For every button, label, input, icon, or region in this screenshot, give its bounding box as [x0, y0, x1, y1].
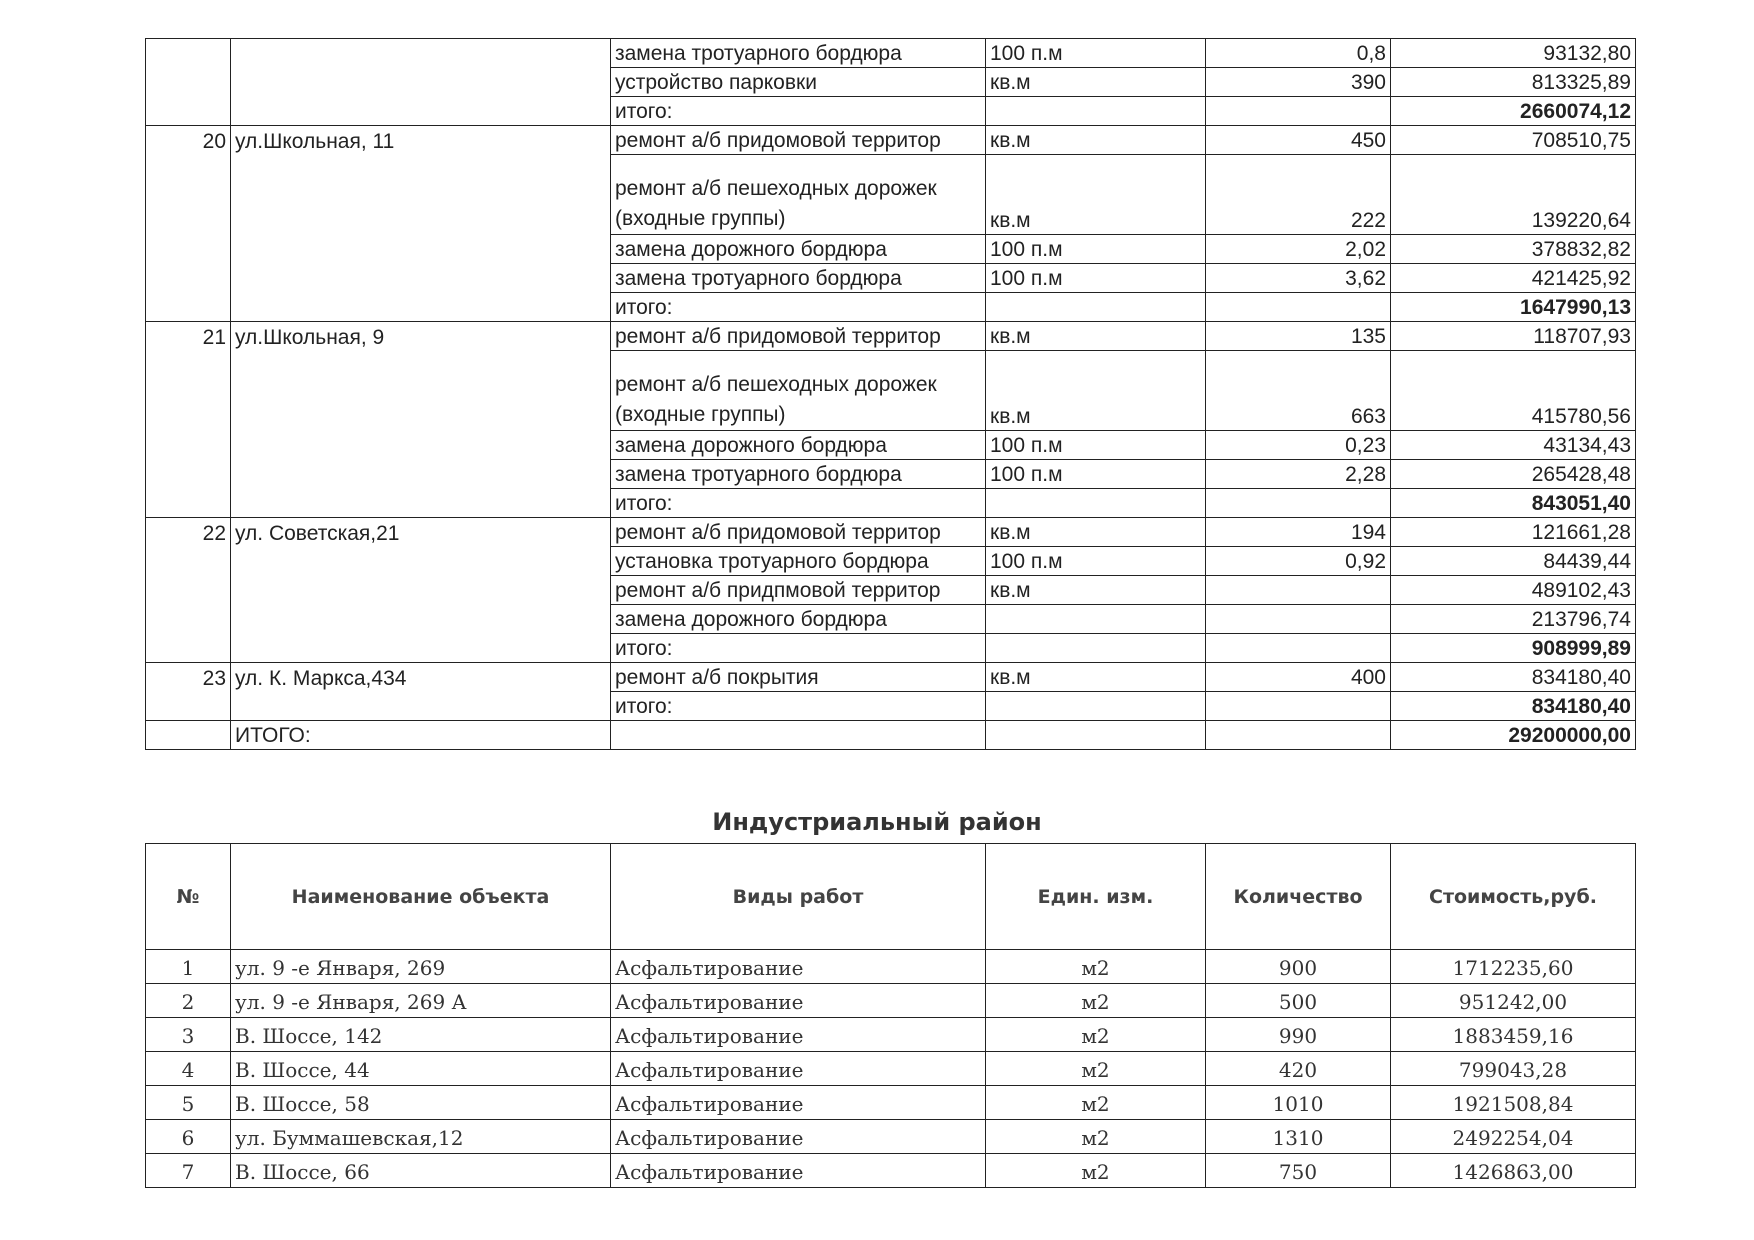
cell-address: [231, 692, 611, 721]
cell-cost: 213796,74: [1391, 605, 1636, 634]
cell-unit: кв.м: [986, 155, 1206, 235]
table-row: [146, 68, 1636, 97]
cell-number: [146, 293, 231, 322]
cell-number: 4: [146, 1052, 231, 1086]
cell-quantity: 3,62: [1206, 264, 1391, 293]
cell-cost: 29200000,00: [1391, 721, 1636, 750]
table-header-row: [146, 844, 1636, 950]
cell-quantity: 135: [1206, 322, 1391, 351]
cell-work-type: Асфальтирование: [611, 1154, 986, 1188]
table-row: [146, 460, 1636, 489]
cell-unit: [986, 97, 1206, 126]
header-cost: Стоимость,руб.: [1391, 844, 1636, 950]
header-unit: Един. изм.: [986, 844, 1206, 950]
cell-cost: 799043,28: [1391, 1052, 1636, 1086]
subtotal-row: [146, 97, 1636, 126]
header-object-name: Наименование объекта: [231, 844, 611, 950]
cell-quantity: [1206, 576, 1391, 605]
cell-unit: м2: [986, 984, 1206, 1018]
cell-number: [146, 235, 231, 264]
cell-address: ИТОГО:: [231, 721, 611, 750]
table-row: [146, 1120, 1636, 1154]
cell-address: [231, 264, 611, 293]
table-row: [146, 950, 1636, 984]
cell-quantity: 0,92: [1206, 547, 1391, 576]
cell-number: 23: [146, 663, 231, 692]
cell-quantity: [1206, 605, 1391, 634]
cell-cost: 265428,48: [1391, 460, 1636, 489]
cell-quantity: 500: [1206, 984, 1391, 1018]
table-row: [146, 1052, 1636, 1086]
cell-unit: 100 п.м: [986, 547, 1206, 576]
cell-quantity: 194: [1206, 518, 1391, 547]
cell-number: [146, 605, 231, 634]
cell-unit: 100 п.м: [986, 39, 1206, 68]
cell-quantity: 1310: [1206, 1120, 1391, 1154]
cell-quantity: 0,23: [1206, 431, 1391, 460]
cell-unit: кв.м: [986, 322, 1206, 351]
cell-address: ул. К. Маркса,434: [231, 663, 611, 692]
cell-quantity: 750: [1206, 1154, 1391, 1188]
cell-number: 22: [146, 518, 231, 547]
cell-quantity: [1206, 634, 1391, 663]
cell-cost: 1426863,00: [1391, 1154, 1636, 1188]
cell-number: [146, 97, 231, 126]
cell-object-name: ул. 9 -е Января, 269 А: [231, 984, 611, 1018]
cell-number: 2: [146, 984, 231, 1018]
cell-cost: 121661,28: [1391, 518, 1636, 547]
table-row: [146, 1018, 1636, 1052]
cell-unit: м2: [986, 1120, 1206, 1154]
cell-number: [146, 547, 231, 576]
cell-number: [146, 431, 231, 460]
cell-unit: 100 п.м: [986, 235, 1206, 264]
cell-work: итого:: [611, 692, 986, 721]
cell-unit: кв.м: [986, 518, 1206, 547]
cell-object-name: В. Шоссе, 66: [231, 1154, 611, 1188]
cell-unit: [986, 721, 1206, 750]
cell-work: устройство парковки: [611, 68, 986, 97]
cell-unit: кв.м: [986, 68, 1206, 97]
cell-address: [231, 155, 611, 235]
cell-quantity: [1206, 489, 1391, 518]
cell-address: [231, 351, 611, 431]
table-row: [146, 264, 1636, 293]
cell-address: [231, 39, 611, 68]
cell-number: [146, 264, 231, 293]
table-row: [146, 547, 1636, 576]
table-row: [146, 155, 1636, 235]
cell-address: [231, 634, 611, 663]
cell-quantity: 390: [1206, 68, 1391, 97]
cell-unit: кв.м: [986, 126, 1206, 155]
cell-work-type: Асфальтирование: [611, 1120, 986, 1154]
cell-work: итого:: [611, 489, 986, 518]
cell-number: [146, 634, 231, 663]
cell-work: замена дорожного бордюра: [611, 605, 986, 634]
cell-address: [231, 576, 611, 605]
cell-unit: [986, 634, 1206, 663]
cell-cost: 118707,93: [1391, 322, 1636, 351]
cell-work: замена дорожного бордюра: [611, 235, 986, 264]
cell-number: [146, 460, 231, 489]
cell-address: [231, 431, 611, 460]
cell-address: [231, 605, 611, 634]
cell-work-type: Асфальтирование: [611, 950, 986, 984]
cell-work: ремонт а/б придомовой территор: [611, 126, 986, 155]
cell-address: ул. Советская,21: [231, 518, 611, 547]
cell-quantity: 0,8: [1206, 39, 1391, 68]
cell-cost: 43134,43: [1391, 431, 1636, 460]
cell-cost: 908999,89: [1391, 634, 1636, 663]
cell-number: 6: [146, 1120, 231, 1154]
table-row: [146, 984, 1636, 1018]
cell-cost: 415780,56: [1391, 351, 1636, 431]
cell-number: [146, 692, 231, 721]
cell-number: [146, 576, 231, 605]
cell-unit: 100 п.м: [986, 431, 1206, 460]
cell-unit: м2: [986, 1154, 1206, 1188]
cell-number: [146, 351, 231, 431]
cell-quantity: [1206, 692, 1391, 721]
grand-total-row: [146, 721, 1636, 750]
cell-work-type: Асфальтирование: [611, 984, 986, 1018]
cell-cost: 139220,64: [1391, 155, 1636, 235]
cell-work: замена тротуарного бордюра: [611, 460, 986, 489]
cell-quantity: 420: [1206, 1052, 1391, 1086]
cell-unit: 100 п.м: [986, 264, 1206, 293]
cell-unit: м2: [986, 1018, 1206, 1052]
table-row: [146, 235, 1636, 264]
cell-cost: 951242,00: [1391, 984, 1636, 1018]
cell-cost: 813325,89: [1391, 68, 1636, 97]
cell-work: итого:: [611, 97, 986, 126]
cell-cost: 2492254,04: [1391, 1120, 1636, 1154]
cell-cost: 84439,44: [1391, 547, 1636, 576]
cell-quantity: [1206, 97, 1391, 126]
cell-address: [231, 68, 611, 97]
cell-work: ремонт а/б придомовой территор: [611, 518, 986, 547]
cell-address: ул.Школьная, 11: [231, 126, 611, 155]
cell-address: [231, 460, 611, 489]
cell-quantity: 663: [1206, 351, 1391, 431]
cell-quantity: 2,28: [1206, 460, 1391, 489]
cell-work: установка тротуарного бордюра: [611, 547, 986, 576]
cell-unit: кв.м: [986, 351, 1206, 431]
table-row: [146, 1086, 1636, 1120]
cell-number: 5: [146, 1086, 231, 1120]
cell-work: итого:: [611, 293, 986, 322]
cell-cost: 378832,82: [1391, 235, 1636, 264]
subtotal-row: [146, 634, 1636, 663]
cell-work: ремонт а/б покрытия: [611, 663, 986, 692]
cell-address: ул.Школьная, 9: [231, 322, 611, 351]
subtotal-row: [146, 489, 1636, 518]
cell-cost: 93132,80: [1391, 39, 1636, 68]
cell-cost: 1921508,84: [1391, 1086, 1636, 1120]
cell-work-type: Асфальтирование: [611, 1052, 986, 1086]
cell-work: замена дорожного бордюра: [611, 431, 986, 460]
table-row: [146, 322, 1636, 351]
cell-cost: 2660074,12: [1391, 97, 1636, 126]
cell-object-name: ул. 9 -е Января, 269: [231, 950, 611, 984]
cell-unit: [986, 605, 1206, 634]
cell-work-type: Асфальтирование: [611, 1018, 986, 1052]
cell-cost: 843051,40: [1391, 489, 1636, 518]
cell-quantity: 1010: [1206, 1086, 1391, 1120]
cell-number: 20: [146, 126, 231, 155]
cell-quantity: [1206, 293, 1391, 322]
cell-cost: 1647990,13: [1391, 293, 1636, 322]
cell-object-name: В. Шоссе, 58: [231, 1086, 611, 1120]
cell-address: [231, 489, 611, 518]
cell-number: 1: [146, 950, 231, 984]
cell-quantity: 450: [1206, 126, 1391, 155]
table-row: [146, 576, 1636, 605]
cell-cost: 421425,92: [1391, 264, 1636, 293]
table-row: [146, 663, 1636, 692]
cell-number: [146, 721, 231, 750]
cell-unit: [986, 293, 1206, 322]
table-row: [146, 518, 1636, 547]
cell-quantity: 222: [1206, 155, 1391, 235]
cell-quantity: 400: [1206, 663, 1391, 692]
cell-work: замена тротуарного бордюра: [611, 39, 986, 68]
table-row: [146, 605, 1636, 634]
cell-unit: 100 п.м: [986, 460, 1206, 489]
subtotal-row: [146, 293, 1636, 322]
cell-quantity: 900: [1206, 950, 1391, 984]
cell-work: ремонт а/б пешеходных дорожек (входные группы): [611, 155, 986, 235]
cell-cost: 1883459,16: [1391, 1018, 1636, 1052]
cell-unit: м2: [986, 950, 1206, 984]
cell-work: замена тротуарного бордюра: [611, 264, 986, 293]
cell-address: [231, 97, 611, 126]
cell-object-name: В. Шоссе, 44: [231, 1052, 611, 1086]
cell-unit: кв.м: [986, 576, 1206, 605]
cell-quantity: [1206, 721, 1391, 750]
cell-number: [146, 155, 231, 235]
header-work-type: Виды работ: [611, 844, 986, 950]
cell-unit: м2: [986, 1052, 1206, 1086]
industrial-district-table: [145, 843, 1636, 1188]
cell-number: [146, 68, 231, 97]
table-row: [146, 39, 1636, 68]
cell-cost: 1712235,60: [1391, 950, 1636, 984]
cell-unit: м2: [986, 1086, 1206, 1120]
cell-work: итого:: [611, 634, 986, 663]
cell-unit: [986, 692, 1206, 721]
table-row: [146, 126, 1636, 155]
cell-number: 3: [146, 1018, 231, 1052]
cell-address: [231, 293, 611, 322]
table-row: [146, 1154, 1636, 1188]
budget-table-continued: [145, 38, 1636, 750]
cell-work: ремонт а/б придомовой территор: [611, 322, 986, 351]
cell-work: ремонт а/б пешеходных дорожек (входные группы): [611, 351, 986, 431]
cell-work: ремонт а/б придпмовой территор: [611, 576, 986, 605]
table-row: [146, 351, 1636, 431]
cell-number: 7: [146, 1154, 231, 1188]
cell-quantity: 990: [1206, 1018, 1391, 1052]
cell-quantity: 2,02: [1206, 235, 1391, 264]
cell-number: [146, 489, 231, 518]
header-quantity: Количество: [1206, 844, 1391, 950]
cell-work-type: Асфальтирование: [611, 1086, 986, 1120]
table-row: [146, 431, 1636, 460]
cell-unit: кв.м: [986, 663, 1206, 692]
subtotal-row: [146, 692, 1636, 721]
cell-work: [611, 721, 986, 750]
cell-address: [231, 235, 611, 264]
section-title: Индустриальный район: [712, 808, 1042, 836]
cell-address: [231, 547, 611, 576]
cell-cost: 489102,43: [1391, 576, 1636, 605]
cell-cost: 708510,75: [1391, 126, 1636, 155]
header-number: №: [146, 844, 231, 950]
cell-number: 21: [146, 322, 231, 351]
cell-number: [146, 39, 231, 68]
cell-cost: 834180,40: [1391, 692, 1636, 721]
cell-cost: 834180,40: [1391, 663, 1636, 692]
cell-unit: [986, 489, 1206, 518]
cell-object-name: ул. Буммашевская,12: [231, 1120, 611, 1154]
cell-object-name: В. Шоссе, 142: [231, 1018, 611, 1052]
